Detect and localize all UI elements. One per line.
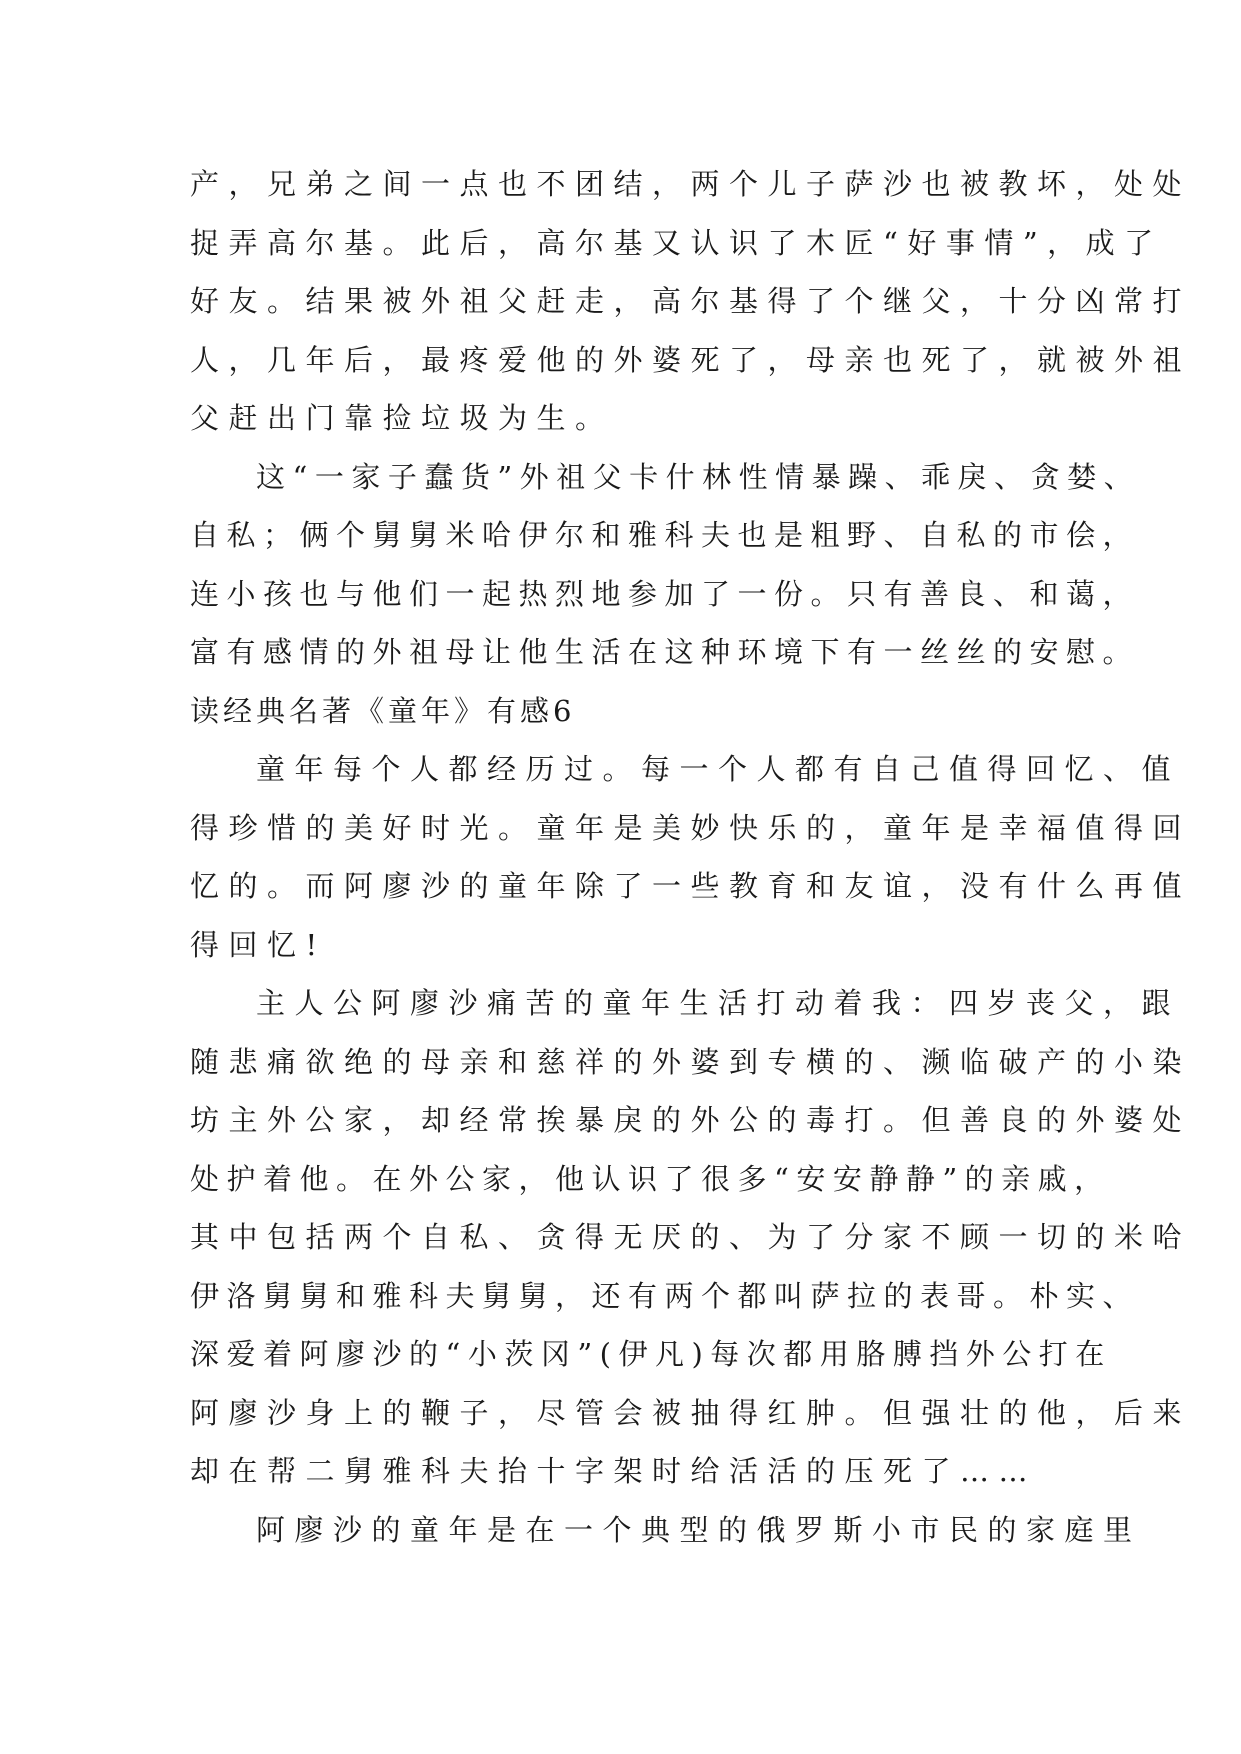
- text-line: 自私；俩个舅舅米哈伊尔和雅科夫也是粗野、自私的市侩，: [190, 518, 1140, 552]
- text-line: 忆的。而阿廖沙的童年除了一些教育和友谊，没有什么再值: [190, 869, 1192, 903]
- text-line: 产，兄弟之间一点也不团结，两个儿子萨沙也被教坏，处处: [190, 167, 1192, 201]
- text-line: 主人公阿廖沙痛苦的童年生活打动着我：四岁丧父，跟: [256, 986, 1181, 1020]
- text-line: 伊洛舅舅和雅科夫舅舅，还有两个都叫萨拉的表哥。朴实、: [190, 1278, 1140, 1313]
- text-line: 坊主外公家，却经常挨暴戾的外公的毒打。但善良的外婆处: [190, 1103, 1192, 1137]
- text-line: 却在帮二舅雅科夫抬十字架时给活活的压死了……: [190, 1454, 1038, 1488]
- text-line: 得珍惜的美好时光。童年是美妙快乐的，童年是幸福值得回: [190, 810, 1192, 845]
- text-line: 童年每个人都经历过。每一个人都有自己值得回忆、值: [256, 752, 1181, 786]
- text-line: 处护着他。在外公家，他认识了很多“安安静静”的亲戚，: [190, 1161, 1111, 1196]
- text-line: 阿廖沙的童年是在一个典型的俄罗斯小市民的家庭里: [256, 1512, 1142, 1547]
- text-line: 这“一家子蠢货”外祖父卡什林性情暴躁、乖戾、贪婪、: [256, 459, 1141, 494]
- text-line: 深爱着阿廖沙的“小茨冈”(伊凡)每次都用胳膊挡外公打在: [190, 1337, 1112, 1371]
- text-line: 好友。结果被外祖父赶走，高尔基得了个继父，十分凶常打: [190, 284, 1192, 318]
- text-line: 父赶出门靠捡垃圾为生。: [190, 401, 614, 435]
- text-line: 连小孩也与他们一起热烈地参加了一份。只有善良、和蔼，: [190, 576, 1140, 611]
- text-line: 其中包括两个自私、贪得无厌的、为了分家不顾一切的米哈: [190, 1220, 1192, 1254]
- document-body: [190, 155, 1192, 1559]
- section-heading: 读经典名著《童年》有感6: [190, 693, 576, 728]
- text-line: 富有感情的外祖母让他生活在这种环境下有一丝丝的安慰。: [190, 635, 1140, 669]
- text-line: 人，几年后，最疼爱他的外婆死了，母亲也死了，就被外祖: [190, 342, 1192, 377]
- text-line: 随悲痛欲绝的母亲和慈祥的外婆到专横的、濒临破产的小染: [190, 1044, 1192, 1079]
- text-line: 捉弄高尔基。此后，高尔基又认识了木匠“好事情”，成了: [190, 225, 1163, 260]
- text-line: 阿廖沙身上的鞭子，尽管会被抽得红肿。但强壮的他，后来: [190, 1395, 1192, 1430]
- text-line: 得回忆!: [190, 927, 327, 962]
